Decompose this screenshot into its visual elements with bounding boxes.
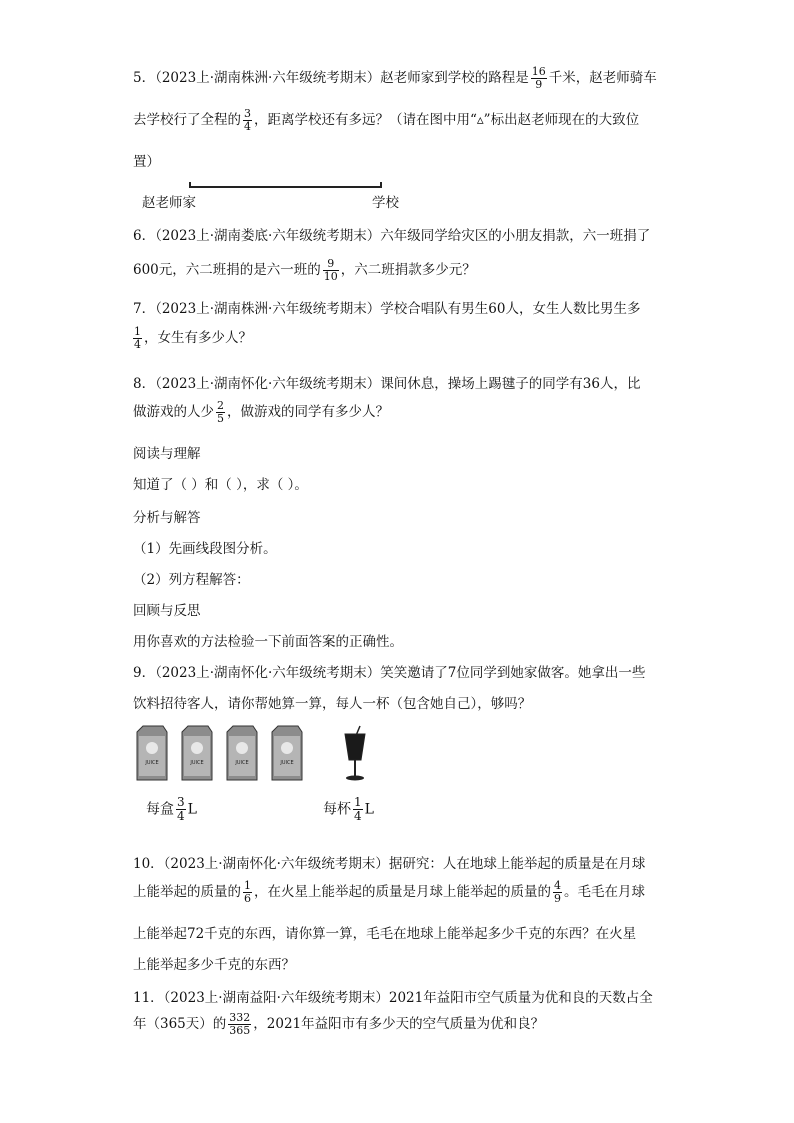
juice-carton-icon <box>133 724 169 782</box>
fraction: $\frac{9}{10}$ <box>323 257 338 283</box>
fraction: $\frac{1}{6}$ <box>244 879 251 905</box>
q5-line2: 去学校行了全程的 $\frac{3}{4}$ ，距离学校还有多远？（请在图中用“▵”标出赵老师现在的大致位 <box>133 107 640 133</box>
q9-line1: 9．（2023上·湖南怀化·六年级统考期末）笑笑邀请了7位同学到她家做客。她拿出一些 <box>133 665 646 681</box>
q6-line1: 6．（2023上·湖南娄底·六年级统考期末）六年级同学给灾区的小朋友捐款，六一班捐了 <box>133 228 651 244</box>
juice-carton-icon <box>178 724 214 782</box>
q8-step2: （2）列方程解答： <box>133 572 250 588</box>
cup-volume-label: 每杯 $\frac{1}{4}$ L <box>323 795 374 823</box>
q6-line2: 600元，六二班捐的是六一班的 $\frac{9}{10}$ ，六二班捐款多少元？ <box>133 257 476 283</box>
fraction: $\frac{16}{9}$ <box>531 65 546 91</box>
q7-line1: 7．（2023上·湖南株洲·六年级统考期末）学校合唱队有男生60人，女生人数比男生多 <box>133 301 641 317</box>
fraction: $\frac{1}{4}$ <box>354 795 362 823</box>
q8-section-reading: 阅读与理解 <box>133 446 201 462</box>
svg-text:JUICE: JUICE <box>190 760 204 766</box>
q8-step1: （1）先画线段图分析。 <box>133 541 277 557</box>
q10-line4: 上能举起多少千克的东西？ <box>133 957 295 973</box>
home-label: 赵老师家 <box>142 195 196 211</box>
q8-line2: 做游戏的人少 $\frac{2}{5}$ ，做游戏的同学有多少人？ <box>133 399 389 425</box>
q8-section-review: 回顾与反思 <box>133 603 201 619</box>
svg-text:JUICE: JUICE <box>280 760 294 766</box>
fraction: $\frac{2}{5}$ <box>217 399 224 425</box>
q5-line3: 置） <box>133 154 160 170</box>
fraction: $\frac{4}{9}$ <box>554 879 561 905</box>
school-label: 学校 <box>372 195 399 211</box>
q8-section-analysis: 分析与解答 <box>133 510 201 526</box>
q10-line1: 10．（2023上·湖南怀化·六年级统考期末）据研究：人在地球上能举起的质量是在月球 <box>133 856 646 872</box>
q10-line3: 上能举起72千克的东西，请你算一算，毛毛在地球上能举起多少千克的东西？在火星 <box>133 926 637 942</box>
fraction: $\frac{332}{365}$ <box>229 1011 251 1037</box>
segment-tick-left <box>189 182 191 188</box>
q7-line2: $\frac{1}{4}$ ，女生有多少人？ <box>134 325 252 351</box>
q10-line2: 上能举起的质量的 $\frac{1}{6}$ ，在火星上能举起的质量是月球上能举起的质量的 $\frac{4}{9}$ 。毛毛在月球 <box>133 879 645 905</box>
q11-line1: 11．（2023上·湖南益阳·六年级统考期末）2021年益阳市空气质量为优和良的天数占全 <box>133 990 653 1006</box>
q8-check: 用你喜欢的方法检验一下前面答案的正确性。 <box>133 634 403 650</box>
segment-tick-right <box>380 182 382 188</box>
svg-text:JUICE: JUICE <box>145 760 159 766</box>
fraction: $\frac{1}{4}$ <box>134 325 141 351</box>
q9-line2: 饮料招待客人，请你帮她算一算，每人一杯（包含她自己），够吗？ <box>133 696 532 712</box>
juice-carton-icon <box>268 724 304 782</box>
q5-line1: 5．（2023上·湖南株洲·六年级统考期末）赵老师家到学校的路程是 $\frac{16}{9}$ 千米，赵老师骑车 <box>133 65 657 91</box>
drinking-glass-icon <box>340 724 370 782</box>
box-volume-label: 每盒 $\frac{3}{4}$ L <box>146 795 197 823</box>
q11-line2: 年（365天）的 $\frac{332}{365}$ ，2021年益阳市有多少天的空气质量为优和良？ <box>133 1011 545 1037</box>
fraction: $\frac{3}{4}$ <box>244 107 251 133</box>
q8-known: 知道了（ ）和（ ），求（ ）。 <box>133 477 308 493</box>
fraction: $\frac{3}{4}$ <box>177 795 185 823</box>
svg-text:JUICE: JUICE <box>235 760 249 766</box>
juice-carton-icon <box>223 724 259 782</box>
q8-line1: 8．（2023上·湖南怀化·六年级统考期末）课间休息，操场上踢毽子的同学有36人，比 <box>133 376 641 392</box>
distance-line-segment <box>189 186 382 188</box>
